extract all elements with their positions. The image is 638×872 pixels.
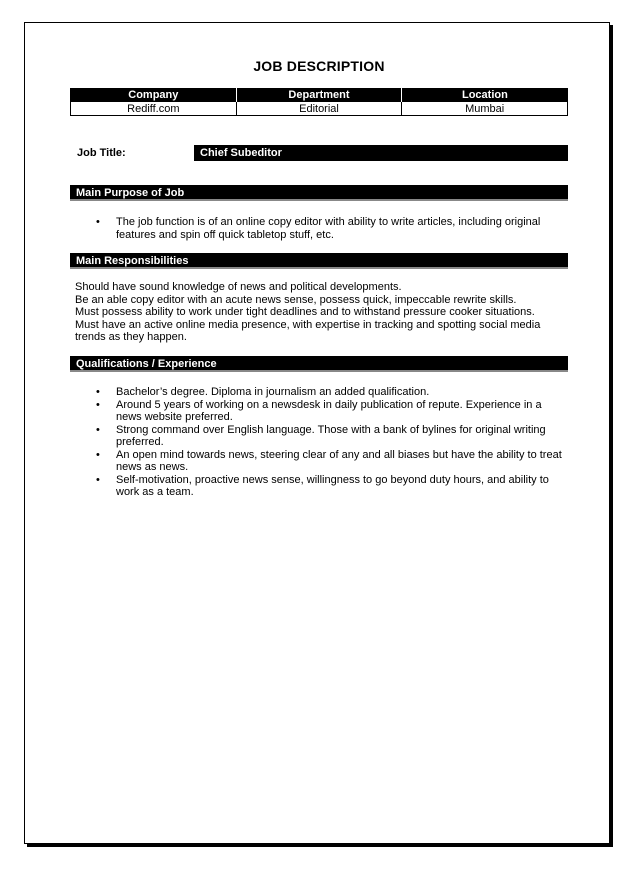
main-purpose-list bbox=[70, 216, 570, 241]
list-item-text: Self-motivation, proactive news sense, willingness to go beyond duty hours, and ability to work as a team. bbox=[116, 473, 549, 498]
job-title-value: Chief Subeditor bbox=[194, 145, 568, 161]
list-item-text: An open mind towards news, steering clear of any and all biases but have the ability to treat news as news. bbox=[116, 448, 562, 473]
list-item-text: Bachelor’s degree. Diploma in journalism an added qualification. bbox=[116, 386, 430, 398]
list-item bbox=[70, 216, 570, 241]
responsibility-line: Must possess ability to work under tight deadlines and to withstand pressure cooker situations. bbox=[75, 306, 535, 318]
responsibilities-text bbox=[75, 281, 570, 344]
section-main-purpose-heading: Main Purpose of Job bbox=[70, 185, 568, 201]
value-company: Rediff.com bbox=[71, 102, 237, 116]
list-item-text: The job function is of an online copy editor with ability to write articles, including original features and spin off quick tabletop stuff, etc. bbox=[116, 216, 541, 241]
header-company: Company bbox=[71, 88, 237, 102]
list-item-text: Around 5 years of working on a newsdesk in daily publication of repute. Experience in a news website preferred. bbox=[116, 398, 542, 423]
responsibility-line: Should have sound knowledge of news and political developments. bbox=[75, 281, 402, 293]
list-item bbox=[70, 474, 570, 499]
bullet-icon: • bbox=[96, 216, 100, 228]
job-title-label: Job Title: bbox=[77, 147, 126, 159]
document-title: JOB DESCRIPTION bbox=[253, 58, 385, 74]
list-item bbox=[70, 399, 570, 424]
list-item bbox=[70, 449, 570, 474]
responsibility-line: Be an able copy editor with an acute news sense, possess quick, impeccable rewrite skills. bbox=[75, 293, 517, 306]
bullet-icon: • bbox=[96, 473, 100, 486]
info-table bbox=[70, 88, 568, 116]
list-item bbox=[70, 386, 570, 399]
value-department: Editorial bbox=[236, 102, 402, 116]
header-department: Department bbox=[236, 88, 402, 102]
header-location: Location bbox=[402, 88, 568, 102]
section-main-responsibilities-heading: Main Responsibilities bbox=[70, 253, 568, 269]
bullet-icon: • bbox=[96, 448, 100, 461]
responsibility-line: Must have an active online media presence, with expertise in tracking and spotting social media trends as they happen. bbox=[75, 318, 541, 343]
section-qualifications-heading: Qualifications / Experience bbox=[70, 356, 568, 372]
info-table-value-row bbox=[71, 102, 568, 116]
info-table-header-row bbox=[71, 88, 568, 102]
bullet-icon: • bbox=[96, 386, 100, 398]
list-item bbox=[70, 424, 570, 449]
value-location: Mumbai bbox=[402, 102, 568, 116]
list-item-text: Strong command over English language. Those with a bank of bylines for original writing preferred. bbox=[116, 423, 546, 448]
bullet-icon: • bbox=[96, 398, 100, 411]
bullet-icon: • bbox=[96, 423, 100, 436]
qualifications-list bbox=[70, 386, 570, 499]
